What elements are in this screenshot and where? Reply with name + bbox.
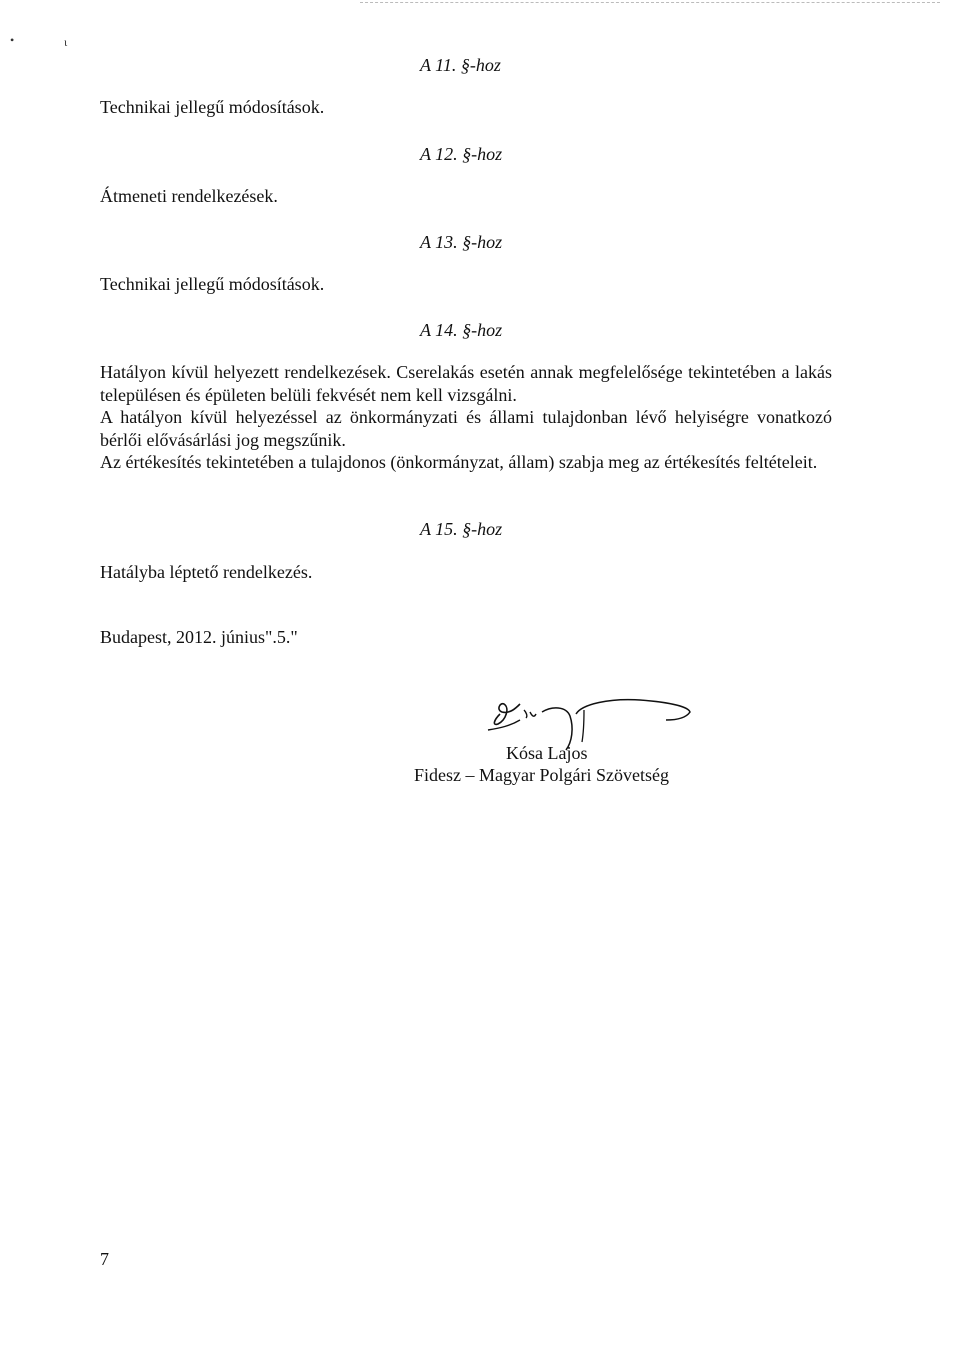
section-text-13: Technikai jellegű módosítások. bbox=[100, 274, 325, 294]
section-text-15: Hatályba léptető rendelkezés. bbox=[100, 562, 313, 582]
scan-speck: • bbox=[10, 33, 15, 47]
section-body-14 bbox=[100, 361, 832, 474]
scan-speck: ɩ bbox=[64, 35, 68, 49]
section-text-12: Átmeneti rendelkezések. bbox=[100, 186, 278, 206]
paragraph: Az értékesítés tekintetében a tulajdonos (önkormányzat, állam) szabja meg az értékesítés feltételeit. bbox=[100, 452, 818, 472]
paragraph: A hatályon kívül helyezéssel az önkormányzati és állami tulajdonban lévő helyiségre vonatkozó bérlői elővásárlási jog megszűnik. bbox=[100, 407, 832, 450]
section-text-11: Technikai jellegű módosítások. bbox=[100, 97, 325, 117]
section-heading-15: A 15. §-hoz bbox=[420, 519, 503, 539]
signer-name: Kósa Lajos bbox=[506, 743, 588, 763]
signer-party: Fidesz – Magyar Polgári Szövetség bbox=[414, 765, 669, 785]
section-heading-13: A 13. §-hoz bbox=[420, 232, 503, 252]
page-number: 7 bbox=[100, 1249, 109, 1269]
paragraph: Hatályon kívül helyezett rendelkezések. Cserelakás esetén annak megfelelősége tekintetében a lakás településen és épületen belüli fekvését nem kell vizsgálni. bbox=[100, 362, 832, 405]
section-heading-11: A 11. §-hoz bbox=[420, 55, 501, 75]
date-line: Budapest, 2012. június".5." bbox=[100, 627, 298, 647]
section-heading-14: A 14. §-hoz bbox=[420, 320, 503, 340]
section-heading-12: A 12. §-hoz bbox=[420, 144, 503, 164]
signature-block bbox=[380, 690, 720, 790]
scan-edge-line bbox=[360, 2, 940, 4]
